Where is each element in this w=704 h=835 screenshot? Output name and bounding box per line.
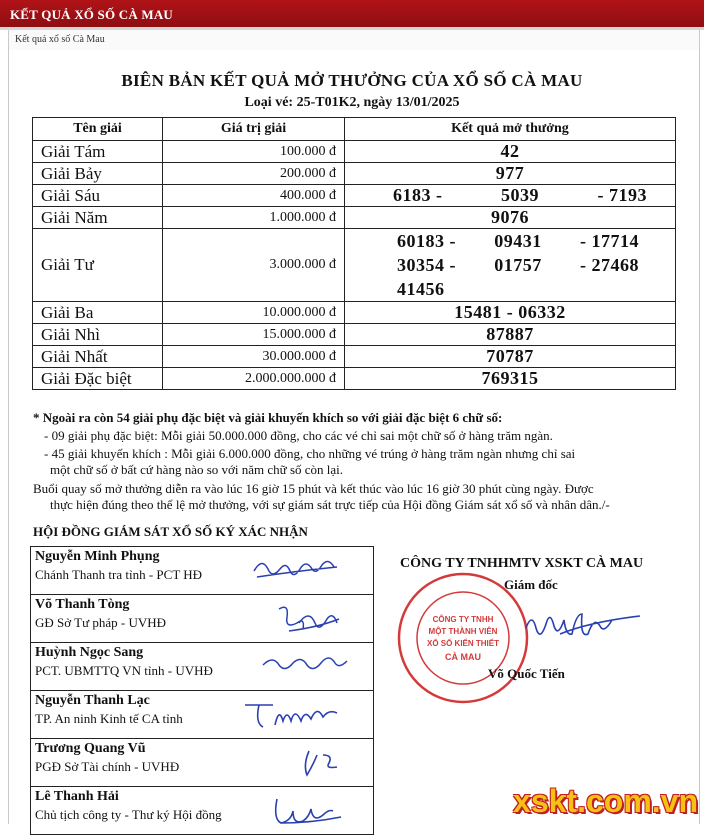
prize-value: 2.000.000.000 đ	[163, 368, 345, 390]
member-name: Huỳnh Ngọc Sang	[35, 645, 144, 660]
prize-row-bay	[33, 163, 676, 185]
prize-result	[345, 229, 676, 302]
col-header-result: Kết quả mở thưởng	[345, 118, 676, 141]
stamp-line-3: XỔ SỐ KIẾN THIẾT	[426, 639, 500, 648]
prize-result: 42	[345, 141, 676, 163]
prize-row-tam	[33, 141, 676, 163]
note-consolation-2: một chữ số ở bất cứ hàng nào so với năm chữ số còn lại.	[50, 462, 344, 477]
prize-result: 977	[345, 163, 676, 185]
prize-name: Giải Bảy	[33, 163, 163, 185]
prize-row-tu	[33, 229, 676, 302]
member-role: GĐ Sở Tư pháp - UVHĐ	[35, 615, 167, 630]
breadcrumb-label[interactable]: Kết quả xổ số Cà Mau	[15, 34, 105, 45]
prize-number: - 7193	[597, 185, 647, 205]
director-signature-image	[520, 598, 650, 648]
member-role: PGĐ Sở Tài chính - UVHĐ	[35, 759, 180, 774]
prize-number: 5039	[501, 185, 539, 205]
table-header-row	[33, 118, 676, 141]
prize-result	[345, 185, 676, 207]
prize-value: 10.000.000 đ	[163, 302, 345, 324]
member-role: PCT. UBMTTQ VN tỉnh - UVHĐ	[35, 663, 213, 678]
company-name: CÔNG TY TNHHMTV XSKT CÀ MAU	[400, 556, 644, 571]
prize-result: 87887	[345, 324, 676, 346]
prize-number: 41456	[397, 279, 445, 299]
member-role: Chủ tịch công ty - Thư ký Hội đồng	[35, 807, 222, 822]
signature-image	[279, 745, 359, 781]
col-header-name: Tên giải	[33, 118, 163, 141]
prize-name: Giải Nhất	[33, 346, 163, 368]
signature-image	[269, 601, 359, 637]
signature-row	[31, 739, 374, 787]
prize-name: Giải Tư	[33, 229, 163, 302]
member-role: Chánh Thanh tra tỉnh - PCT HĐ	[35, 567, 203, 582]
prize-row-nam	[33, 207, 676, 229]
note-extra-prizes: * Ngoài ra còn 54 giải phụ đặc biệt và giải khuyến khích so với giải đặc biệt 6 chữ số:	[33, 410, 503, 425]
document-subtitle: Loại vé: 25-T01K2, ngày 13/01/2025	[244, 95, 460, 110]
signature-image	[249, 553, 359, 587]
member-name: Trương Quang Vũ	[35, 741, 146, 756]
results-table	[32, 117, 676, 390]
member-name: Lê Thanh Hải	[35, 789, 119, 804]
director-name: Võ Quốc Tiến	[488, 666, 565, 681]
company-stamp-seal	[395, 570, 531, 706]
prize-row-special	[33, 368, 676, 390]
prize-value: 15.000.000 đ	[163, 324, 345, 346]
prize-value: 1.000.000 đ	[163, 207, 345, 229]
note-draw-time-1: Buổi quay số mở thưởng diễn ra vào lúc 16 giờ 15 phút và kết thúc vào lúc 16 giờ 30 phút cùng ngày. Được	[33, 481, 594, 496]
prize-number: 09431	[494, 231, 542, 251]
prize-name: Giải Sáu	[33, 185, 163, 207]
signature-image	[239, 697, 359, 733]
director-title: Giám đốc	[504, 577, 558, 592]
stamp-line-4: CÀ MAU	[445, 652, 481, 662]
signature-row	[31, 787, 374, 835]
signature-row	[31, 547, 374, 595]
note-draw-time-2: thực hiện đúng theo thể lệ mở thưởng, với sự giám sát trực tiếp của Hội đồng Giám sát xổ số và nhân dân./-	[50, 497, 610, 512]
prize-row-nhi	[33, 324, 676, 346]
prize-name: Giải Tám	[33, 141, 163, 163]
member-name: Nguyễn Thanh Lạc	[35, 693, 150, 708]
prize-result: 9076	[345, 207, 676, 229]
site-watermark: xskt.com.vn	[513, 783, 698, 819]
prize-number: - 27468	[580, 255, 639, 275]
prize-name: Giải Ba	[33, 302, 163, 324]
signature-row	[31, 595, 374, 643]
prize-name: Giải Nhì	[33, 324, 163, 346]
member-name: Võ Thanh Tòng	[35, 597, 130, 612]
signature-row	[31, 691, 374, 739]
col-header-value: Giá trị giải	[163, 118, 345, 141]
prize-value: 200.000 đ	[163, 163, 345, 185]
header-title: KẾT QUẢ XỔ SỐ CÀ MAU	[10, 7, 174, 22]
stamp-line-1: CÔNG TY TNHH	[432, 615, 494, 624]
prize-result: 15481 - 06332	[345, 302, 676, 324]
prize-value: 30.000.000 đ	[163, 346, 345, 368]
header-bar	[0, 0, 704, 30]
prize-name: Giải Đặc biệt	[33, 368, 163, 390]
prize-value: 400.000 đ	[163, 185, 345, 207]
prize-result: 769315	[345, 368, 676, 390]
document-title: BIÊN BẢN KẾT QUẢ MỞ THƯỞNG CỦA XỔ SỐ CÀ MAU	[121, 71, 583, 90]
prize-row-ba	[33, 302, 676, 324]
prize-row-sau	[33, 185, 676, 207]
prize-name: Giải Năm	[33, 207, 163, 229]
stamp-line-2: MỘT THÀNH VIÊN	[428, 627, 498, 636]
member-name: Nguyễn Minh Phụng	[35, 549, 160, 564]
note-consolation-1: - 45 giải khuyến khích : Mỗi giải 6.000.000 đồng, cho những vé trúng ở hàng trăm ngàn nhưng chỉ sai	[44, 446, 576, 461]
prize-number: - 17714	[580, 231, 639, 251]
signature-row	[31, 643, 374, 691]
breadcrumb	[8, 30, 700, 51]
prize-value: 3.000.000 đ	[163, 229, 345, 302]
prize-number: 60183 -	[397, 231, 456, 251]
prize-number: 30354 -	[397, 255, 456, 275]
signature-image	[259, 649, 359, 679]
prize-value: 100.000 đ	[163, 141, 345, 163]
member-role: TP. An ninh Kinh tế CA tỉnh	[35, 711, 183, 726]
signature-table	[30, 546, 374, 835]
prize-row-nhat	[33, 346, 676, 368]
council-title: HỘI ĐỒNG GIÁM SÁT XỔ SỐ KÝ XÁC NHẬN	[33, 524, 308, 539]
prize-number: 6183 -	[393, 185, 443, 205]
note-sub-special: - 09 giải phụ đặc biệt: Mỗi giải 50.000.000 đồng, cho các vé chỉ sai một chữ số ở hàng trăm ngàn.	[44, 428, 553, 443]
prize-result: 70787	[345, 346, 676, 368]
prize-number: 01757	[494, 255, 542, 275]
